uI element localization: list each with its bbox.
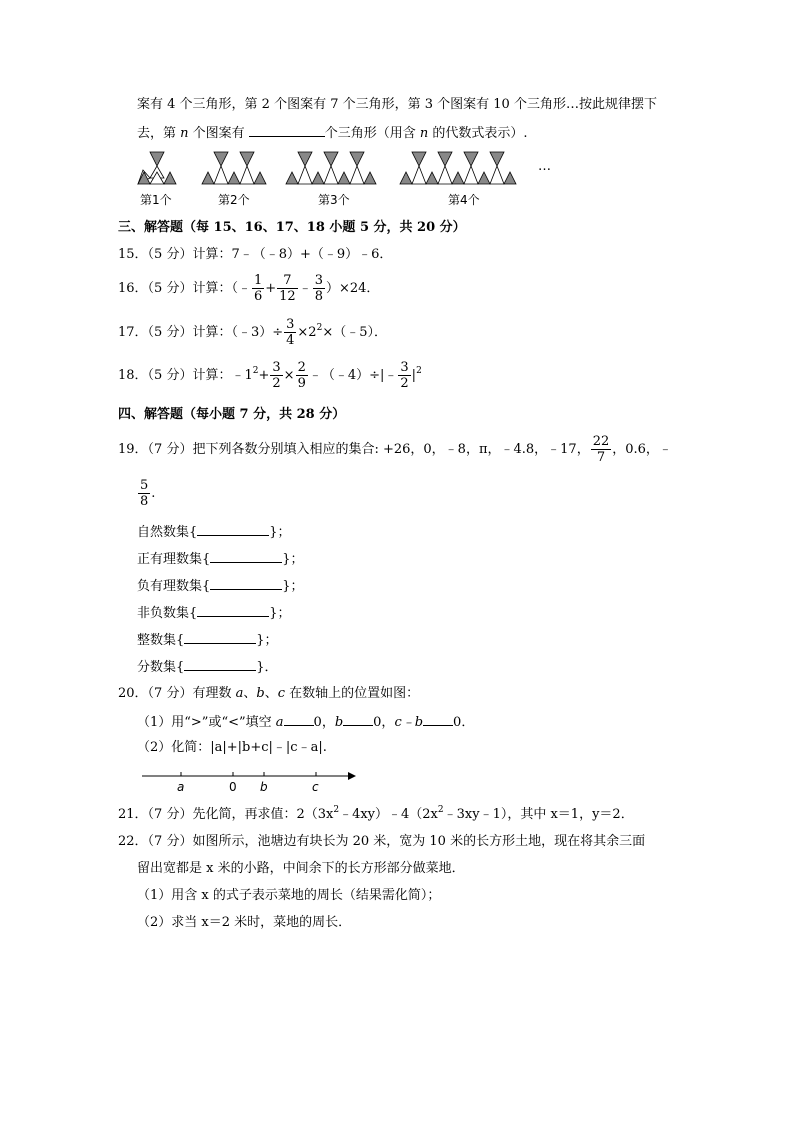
axis-label-0: 0 xyxy=(229,780,237,794)
pattern-3 xyxy=(286,152,376,184)
section-3-title: 三、解答题（每 15、16、17、18 小题 5 分，共 20 分） xyxy=(118,220,466,235)
axis-label-c: c xyxy=(312,780,319,794)
number-line xyxy=(140,766,360,796)
q16-frac-3: $\frac{3}{8}$ xyxy=(314,273,323,304)
q20-p1-end: 0． xyxy=(453,715,475,730)
q18-prefix: 计算：﹣1 xyxy=(192,368,253,383)
set-fraction-close: }． xyxy=(256,660,278,675)
q16-minus: ﹣ xyxy=(298,281,312,296)
q20-text-d: 在数轴上的位置如图： xyxy=(285,686,420,701)
q17-num: 17． xyxy=(118,325,148,340)
q18-frac-1: $\frac{3}{2}$ xyxy=(272,360,281,391)
q21 xyxy=(118,806,634,824)
q19-line2 xyxy=(137,476,155,512)
q14-text-b: 个图案有 xyxy=(188,126,249,141)
set-integer-label: 整数集{ xyxy=(137,633,185,648)
q20-p1-b0: 0， xyxy=(373,715,395,730)
set-integer-close: }； xyxy=(256,633,278,648)
q16-score: （5 分） xyxy=(147,281,193,296)
q22-score: （7 分） xyxy=(147,834,193,849)
set-positive-rational-label: 正有理数集{ xyxy=(137,552,211,567)
q22 xyxy=(118,833,645,851)
pattern-4 xyxy=(400,152,516,184)
set-negative-rational-blank[interactable] xyxy=(210,576,282,590)
set-fraction-label: 分数集{ xyxy=(137,660,185,675)
q20-p1-a: a xyxy=(275,715,284,730)
q15-num: 15． xyxy=(118,247,148,262)
q17-frac: $\frac{3}{4}$ xyxy=(286,317,295,348)
q19 xyxy=(118,432,672,468)
q21-text: 先化简，再求值：2（3x xyxy=(192,807,334,822)
pattern-label-3: 第3个 xyxy=(318,193,350,207)
pattern-label-1: 第1个 xyxy=(140,193,172,207)
q17-exp: 2 xyxy=(316,323,323,333)
pattern-1 xyxy=(138,152,176,184)
q18-plus: + xyxy=(258,368,270,383)
set-natural xyxy=(137,522,291,542)
set-natural-close: }； xyxy=(269,525,291,540)
pattern-label-2: 第2个 xyxy=(218,193,250,207)
pattern-label-4: 第4个 xyxy=(448,193,480,207)
set-nonnegative-label: 非负数集{ xyxy=(137,606,198,621)
q16-num: 16． xyxy=(118,281,148,296)
q15 xyxy=(118,246,392,264)
q20-p1-c: c﹣b xyxy=(394,715,424,730)
q21-num: 21． xyxy=(118,807,148,822)
q18-score: （5 分） xyxy=(147,368,193,383)
q21-exp1: 2 xyxy=(333,805,340,815)
set-integer xyxy=(137,630,278,650)
q14-line1: 案有 4 个三角形，第 2 个图案有 7 个三角形，第 3 个图案有 10 个三角形…按此规律摆下 xyxy=(137,97,657,112)
q18-frac-3: $\frac{3}{2}$ xyxy=(400,360,409,391)
q20-var-b: b xyxy=(256,686,265,701)
q19-score: （7 分） xyxy=(147,442,193,457)
q18-mid: ﹣（﹣4）÷|﹣ xyxy=(308,368,398,383)
axis-label-b: b xyxy=(260,780,268,794)
q20-part2: （2）化简：|a|+|b+c|﹣|c﹣a|. xyxy=(137,740,327,755)
section-4-title: 四、解答题（每小题 7 分，共 28 分） xyxy=(118,407,346,422)
q22-line2: 留出宽都是 x 米的小路，中间余下的长方形部分做菜地． xyxy=(137,861,465,876)
q20-p1-b: b xyxy=(334,715,344,730)
q14-text-c: 个三角形（用含 xyxy=(324,126,420,141)
q14-var-n2: n xyxy=(419,126,429,141)
q19-num: 19． xyxy=(118,442,148,457)
set-nonnegative-close: }； xyxy=(269,606,291,621)
set-positive-rational-close: }； xyxy=(282,552,304,567)
q20-var-c: c xyxy=(277,686,285,701)
q20-text-a: 有理数 xyxy=(192,686,236,701)
q16-prefix: 计算：（﹣ xyxy=(192,281,251,296)
q20-blank-b[interactable] xyxy=(343,712,373,726)
q16-frac-2: $\frac{7}{12}$ xyxy=(279,273,296,304)
q20-sep-2: 、 xyxy=(264,686,278,701)
set-positive-rational xyxy=(137,549,304,569)
q20-p1-prefix: （1）用“>”或“<”填空 xyxy=(137,715,276,730)
q22-num: 22． xyxy=(118,834,148,849)
q18-num: 18． xyxy=(118,368,148,383)
q20 xyxy=(118,685,419,703)
q20-num: 20． xyxy=(118,686,148,701)
q14-line2 xyxy=(137,123,528,143)
q20-part1 xyxy=(137,712,474,732)
set-positive-rational-blank[interactable] xyxy=(210,549,282,563)
q17-suffix: ×（﹣5）． xyxy=(322,325,387,340)
q19-frac-22-7: $\frac{22}{7}$ xyxy=(592,434,610,465)
q21-text3: ﹣3xy﹣1），其中 x＝1，y＝2． xyxy=(443,807,634,822)
q18-exp1: 2 xyxy=(252,366,259,376)
q17-mid: ×2 xyxy=(297,325,317,340)
q14-answer-blank[interactable] xyxy=(249,123,325,137)
q21-text2: ﹣4xy）﹣4（2x xyxy=(339,807,438,822)
q16 xyxy=(118,272,379,306)
set-fraction xyxy=(137,657,278,677)
q17-prefix: 计算：（﹣3）÷ xyxy=(192,325,284,340)
set-fraction-blank[interactable] xyxy=(184,657,256,671)
q16-suffix: ）×24． xyxy=(326,281,380,296)
set-negative-rational-close: }； xyxy=(282,579,304,594)
q19-text: 把下列各数分别填入相应的集合: +26，0，﹣8，π，﹣4.8，﹣17， xyxy=(192,442,590,457)
q18-times: × xyxy=(283,368,295,383)
set-natural-label: 自然数集{ xyxy=(137,525,198,540)
set-natural-blank[interactable] xyxy=(197,522,269,536)
pattern-ellipsis: … xyxy=(538,159,551,174)
q21-score: （7 分） xyxy=(147,807,193,822)
triangle-pattern-figure xyxy=(130,148,560,210)
q16-plus: + xyxy=(265,281,277,296)
q18-frac-2: $\frac{2}{9}$ xyxy=(297,360,306,391)
number-line-arrow xyxy=(348,772,356,780)
q22-part2: （2）求当 x＝2 米时，菜地的周长． xyxy=(137,915,352,930)
set-nonnegative xyxy=(137,603,291,623)
pattern-2 xyxy=(202,152,266,184)
q18 xyxy=(118,359,422,393)
q17-score: （5 分） xyxy=(147,325,193,340)
set-nonnegative-blank[interactable] xyxy=(197,603,269,617)
q18-exp2: 2 xyxy=(416,366,422,376)
q14-text-a: 去，第 xyxy=(137,126,181,141)
q22-line1: 如图所示，池塘边有块长为 20 米，宽为 10 米的长方形土地，现在将其余三面 xyxy=(192,834,646,849)
q20-blank-a[interactable] xyxy=(284,712,314,726)
q20-score: （7 分） xyxy=(147,686,193,701)
q20-sep-1: 、 xyxy=(243,686,257,701)
q15-score: （5 分） xyxy=(147,247,193,262)
q18-abs-close: | xyxy=(411,368,417,383)
q16-frac-1: $\frac{1}{6}$ xyxy=(253,273,263,304)
q15-text: 计算：7﹣（﹣8）+（﹣9）﹣6． xyxy=(192,247,393,262)
q19-end: . xyxy=(151,486,156,501)
q19-frac-5-8: $\frac{5}{8}$ xyxy=(140,478,149,509)
axis-label-a: a xyxy=(177,780,185,794)
q14-var-n: n xyxy=(180,126,189,141)
q22-part1: （1）用含 x 的式子表示菜地的周长（结果需化简）； xyxy=(137,888,441,903)
q20-var-a: a xyxy=(235,686,244,701)
q20-blank-c[interactable] xyxy=(423,712,453,726)
set-negative-rational-label: 负有理数集{ xyxy=(137,579,211,594)
set-integer-blank[interactable] xyxy=(184,630,256,644)
q20-p1-a0: 0， xyxy=(313,715,335,730)
q14-text-d: 的代数式表示）. xyxy=(428,126,528,141)
q17 xyxy=(118,316,387,350)
set-negative-rational xyxy=(137,576,304,596)
q21-exp2: 2 xyxy=(437,805,444,815)
q19-tail: ，0.6，﹣ xyxy=(612,442,672,457)
